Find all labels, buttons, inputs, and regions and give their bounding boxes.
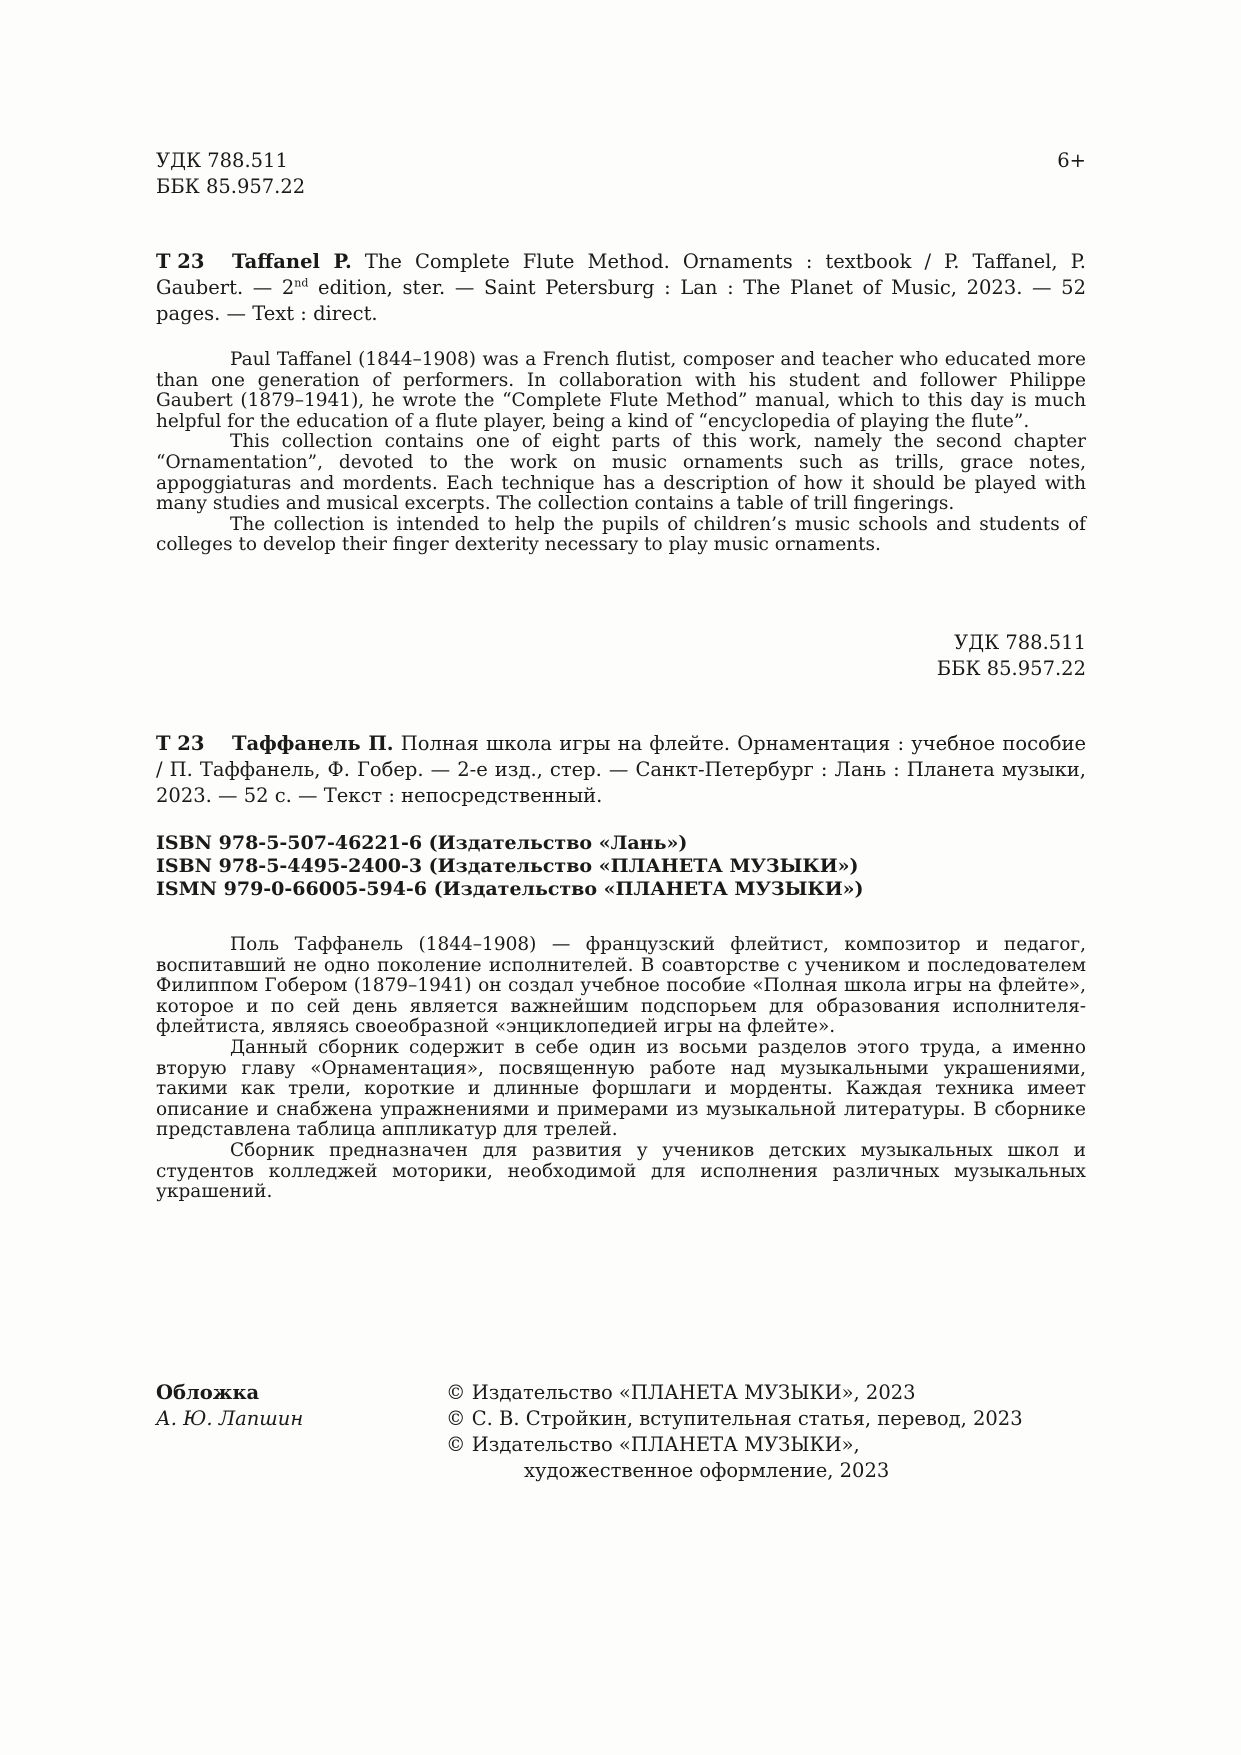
russian-citation [156,731,1086,809]
udk-code: УДК 788.511 [156,149,288,172]
copyright-line: © Издательство «ПЛАНЕТА МУЗЫКИ», [446,1433,860,1456]
bbk-code: ББК 85.957.22 [156,175,306,198]
russian-shelfmark: Т 23 [156,732,205,755]
english-abstract-paragraph: This collection contains one of eight parts of this work, namely the second chapter “Ornamentation”, devoted to the work on music ornaments such as trills, grace notes, appoggiaturas and mordents. Each technique has a description of how it should be played with many studies and musical excerpts. The collection contains a table of trill fingerings. [156,431,1086,515]
english-citation [156,249,1086,327]
russian-author: Таффанель П. [232,732,394,755]
isbn-planeta: ISBN 978-5-4495-2400-3 (Издательство «ПЛАНЕТА МУЗЫКИ») [156,855,859,877]
cover-label: Обложка [156,1381,260,1404]
isbn-lan: ISBN 978-5-507-46221-6 (Издательство «Лань») [156,832,688,854]
edition-superscript: nd [294,276,309,290]
english-author: Taffanel P. [232,250,352,273]
copyright-line: © С. В. Стройкин, вступительная статья, перевод, 2023 [446,1407,1023,1430]
russian-abstract-paragraph: Данный сборник содержит в себе один из восьми разделов этого труда, а именно вторую главу «Орнаментация», посвященную работе над музыкальными украшениями, такими как трели, короткие и длинные форшлаги и морденты. Каждая техника имеет описание и снабжена упражнениями и примерами из музыкальной литературы. В сборнике представлена таблица аппликатур для трелей. [156,1036,1086,1141]
header-classification [156,148,305,200]
age-rating: 6+ [1057,149,1086,172]
english-shelfmark: T 23 [156,250,205,273]
russian-citation-text: Полная школа игры на флейте. Орнаментация : учебное пособие / П. Таффанель, Ф. Гобер. — 2-е изд., стер. — Санкт-Петербург : Лань : Планета музыки, 2023. — 52 с. — Текст : непосредственный. [156,732,1087,807]
english-citation-text-1: The Complete Flute Method. Ornaments : textbook / P. Taffanel, P. Gaubert. — 2 [156,250,1086,299]
english-abstract-paragraph: The collection is intended to help the pupils of children’s music schools and students of colleges to develop their finger dexterity necessary to play music ornaments. [156,513,1086,556]
cover-credit [156,1380,303,1432]
cover-artist: А. Ю. Лапшин [156,1407,304,1430]
english-citation-text-2: edition, ster. — Saint Petersburg : Lan : The Planet of Music, 2023. — 52 pages. — Text : direct. [156,276,1086,325]
russian-abstract-paragraph: Сборник предназначен для развития у учеников детских музыкальных школ и студентов колледжей моторики, необходимой для исполнения различных музыкальных украшений. [156,1139,1086,1203]
english-abstract-paragraph: Paul Taffanel (1844–1908) was a French flutist, composer and teacher who educated more than one generation of performers. In collaboration with his student and follower Philippe Gaubert (1879–1941), he wrote the “Complete Flute Method” manual, which to this day is much helpful for the education of a flute player, being a kind of “encyclopedia of playing the flute”. [156,349,1086,432]
identifiers [156,832,864,901]
copyright-line: © Издательство «ПЛАНЕТА МУЗЫКИ», 2023 [446,1381,916,1404]
russian-abstract-paragraph: Поль Таффанель (1844–1908) — французский флейтист, композитор и педагог, воспитавший не одно поколение исполнителей. В соавторстве с учеником и последователем Филиппом Гобером (1879–1941) он создал учебное пособие «Полная школа игры на флейте», которое и по сей день является важнейшим подспорьем для образования исполнителя-флейтиста, являясь своеобразной «энциклопедией игры на флейте». [156,934,1086,1038]
copyright-block [446,1380,1086,1484]
copyright-continuation: художественное оформление, 2023 [524,1459,890,1482]
bbk-code-ru: ББК 85.957.22 [936,657,1086,680]
english-abstract [156,350,1086,556]
ismn-planeta: ISMN 979-0-66005-594-6 (Издательство «ПЛАНЕТА МУЗЫКИ») [156,878,864,900]
udk-code-ru: УДК 788.511 [954,631,1086,654]
russian-abstract [156,935,1086,1203]
russian-classification [800,630,1086,682]
